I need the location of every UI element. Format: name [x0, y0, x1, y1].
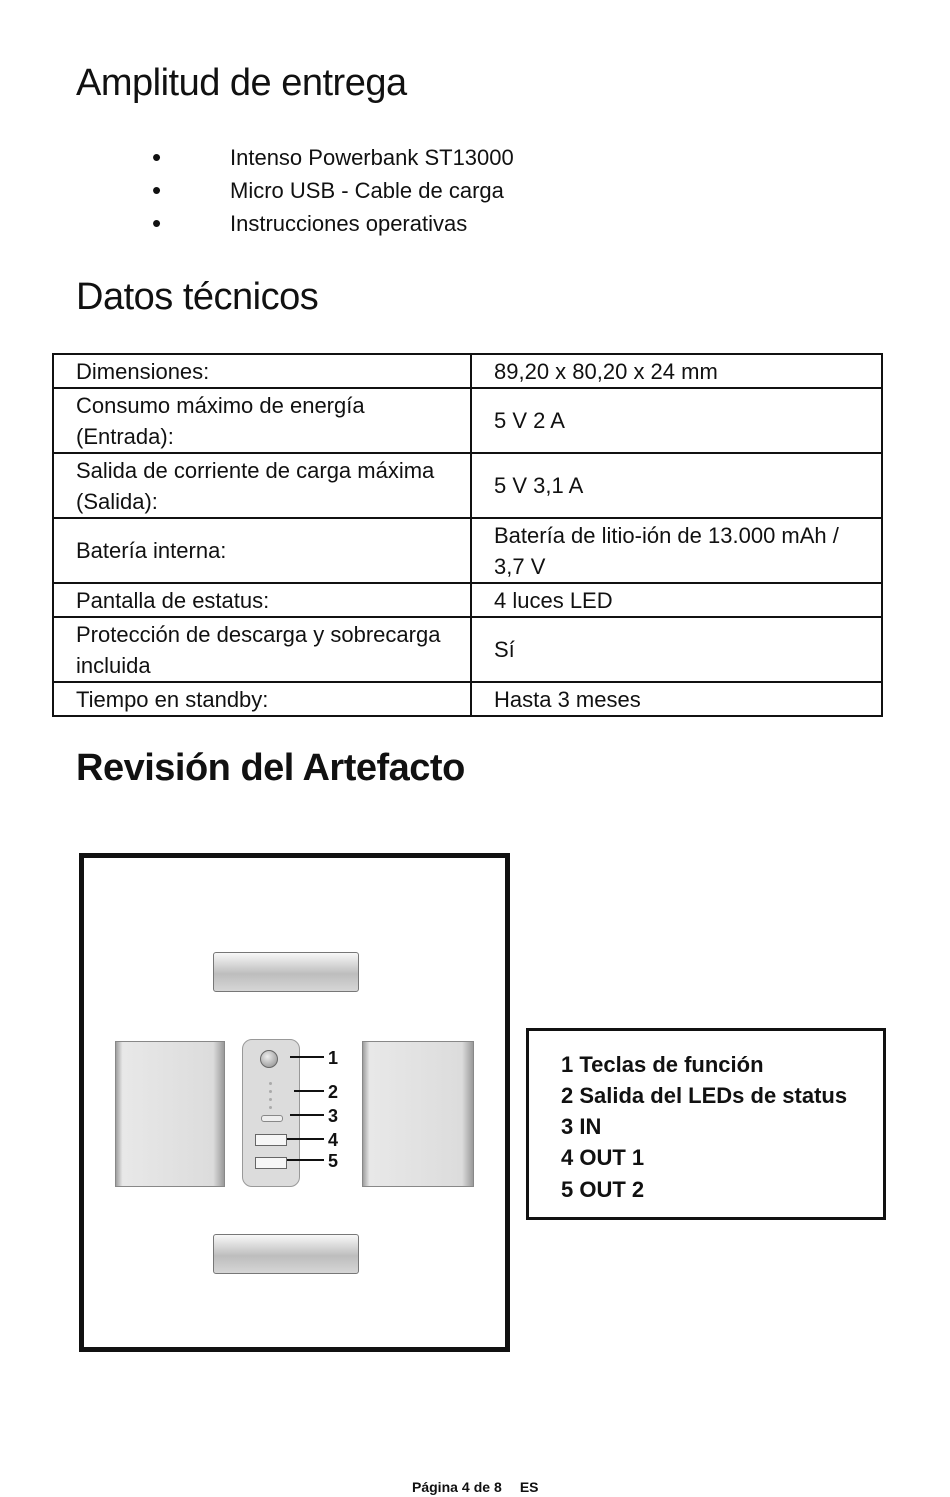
delivery-heading: Amplitud de entrega — [76, 62, 407, 104]
spec-key: Protección de descarga y sobrecarga incluida — [53, 617, 471, 682]
spec-value: 5 V 2 A — [471, 388, 882, 453]
spec-key: Salida de corriente de carga máxima (Salida): — [53, 453, 471, 518]
spec-key: Dimensiones: — [53, 354, 471, 388]
delivery-item: • Instrucciones operativas — [150, 207, 514, 240]
callout-label: 3 — [328, 1106, 339, 1126]
spec-value: 4 luces LED — [471, 583, 882, 617]
callout-label: 4 — [328, 1130, 339, 1150]
table-row — [53, 682, 882, 716]
device-figure — [79, 853, 510, 1352]
table-row — [53, 518, 882, 583]
table-row — [53, 453, 882, 518]
spec-table — [52, 353, 883, 717]
callout-label: 1 — [328, 1048, 339, 1068]
spec-value: 5 V 3,1 A — [471, 453, 882, 518]
spec-value: 89,20 x 80,20 x 24 mm — [471, 354, 882, 388]
spec-key: Consumo máximo de energía (Entrada): — [53, 388, 471, 453]
spec-key: Batería interna: — [53, 518, 471, 583]
spec-value: Hasta 3 meses — [471, 682, 882, 716]
device-bottom-view — [213, 1234, 359, 1274]
figure-legend — [526, 1028, 886, 1220]
tech-heading: Datos técnicos — [76, 276, 319, 318]
legend-item: 3 IN — [561, 1114, 602, 1139]
callout-label: 5 — [328, 1151, 339, 1171]
delivery-item: • Intenso Powerbank ST13000 — [150, 141, 514, 174]
spec-key: Pantalla de estatus: — [53, 583, 471, 617]
page-total: 8 — [494, 1479, 502, 1495]
legend-item: 4 OUT 1 — [561, 1145, 645, 1170]
spec-value: Batería de litio-ión de 13.000 mAh / 3,7 V — [471, 518, 882, 583]
language-code: ES — [519, 1479, 539, 1495]
of-word: de — [473, 1479, 491, 1495]
device-right-view — [362, 1041, 474, 1187]
delivery-item: • Micro USB - Cable de carga — [150, 174, 514, 207]
table-row — [53, 617, 882, 682]
callout-label: 2 — [328, 1082, 339, 1102]
table-row — [53, 388, 882, 453]
table-row — [53, 583, 882, 617]
legend-item: 1 Teclas de función — [561, 1052, 764, 1077]
delivery-list — [150, 141, 514, 240]
legend-item: 5 OUT 2 — [561, 1177, 645, 1202]
page-word: Página — [412, 1479, 458, 1495]
page-number: 4 — [461, 1479, 470, 1495]
page-footer — [412, 1479, 543, 1495]
overview-heading: Revisión del Artefacto — [76, 747, 465, 789]
spec-value: Sí — [471, 617, 882, 682]
legend-item: 2 Salida del LEDs de status — [561, 1083, 848, 1108]
spec-key: Tiempo en standby: — [53, 682, 471, 716]
table-row — [53, 354, 882, 388]
